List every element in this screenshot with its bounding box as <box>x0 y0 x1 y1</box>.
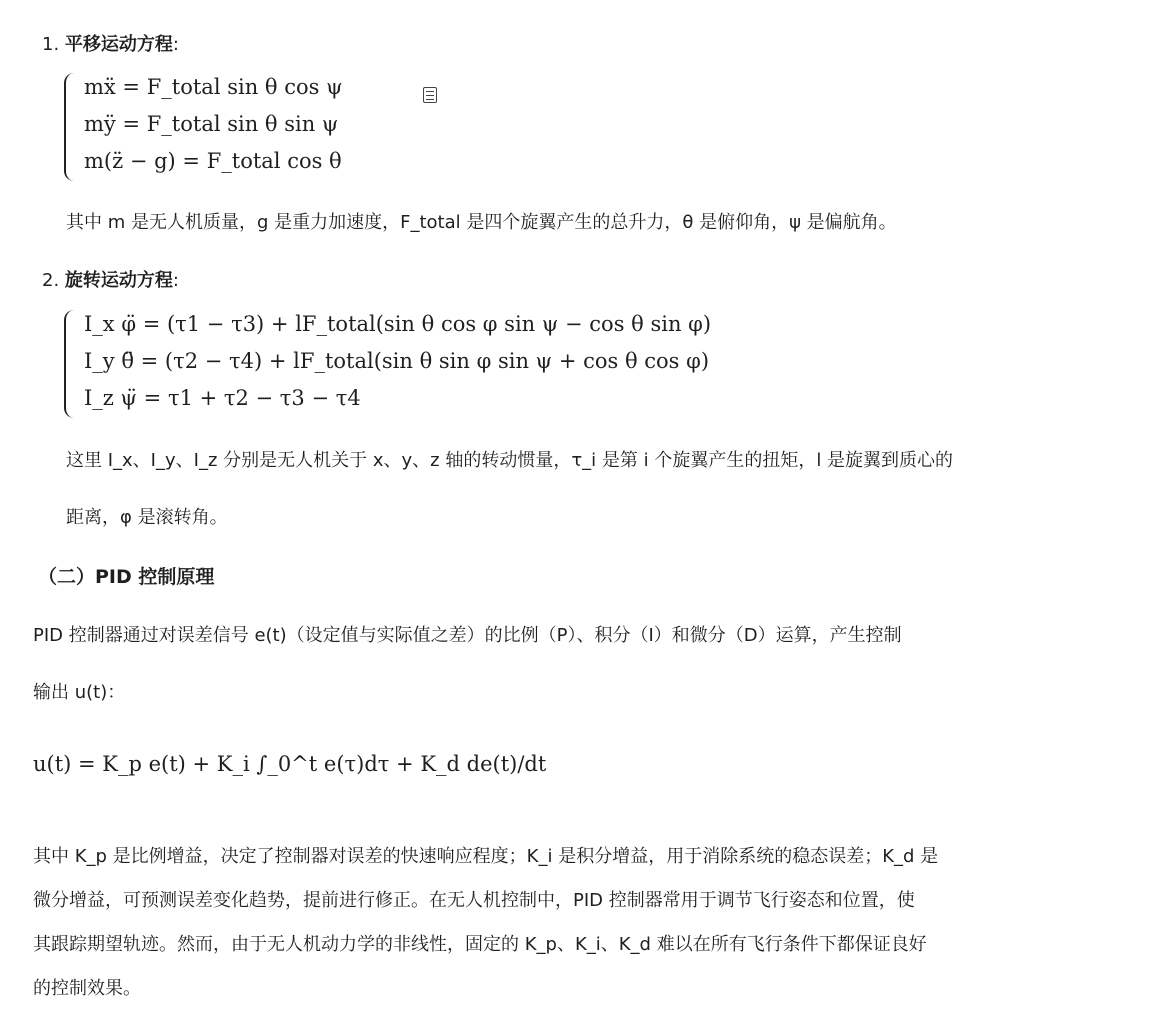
pid-intro-line: PID 控制器通过对误差信号 e(t)（设定值与实际值之差）的比例（P）、积分（I）和微分（D）运算，产生控制 <box>33 625 902 646</box>
equation-row: I_x φ̈ = (τ1 − τ3) + lF_total(sin θ cos φ sin ψ − cos θ sin φ) <box>84 312 712 336</box>
section2-description-line: 距离，φ 是滚转角。 <box>66 507 228 528</box>
section1-heading: 平移运动方程 <box>64 34 173 55</box>
section2-index: 2. <box>42 270 60 291</box>
pid-explain-line: 其跟踪期望轨迹。然而，由于无人机动力学的非线性，固定的 K_p、K_i、K_d 难以在所有飞行条件下都保证良好 <box>33 934 927 955</box>
pid-equation: u(t) = K_p e(t) + K_i ∫_0^t e(τ)dτ + K_d de(t)/dt <box>33 752 547 776</box>
left-brace <box>64 73 80 181</box>
section1-index: 1. <box>42 34 60 55</box>
pid-heading: （二）PID 控制原理 <box>38 566 215 588</box>
section2-title <box>42 266 179 292</box>
equation-row: I_y θ̈ = (τ2 − τ4) + lF_total(sin θ sin φ sin ψ + cos θ cos φ) <box>84 349 710 373</box>
pid-explain-line: 的控制效果。 <box>33 978 141 999</box>
pid-intro-line: 输出 u(t)： <box>33 682 126 703</box>
section2-heading: 旋转运动方程 <box>64 270 173 291</box>
section1-description: 其中 m 是无人机质量，g 是重力加速度，F_total 是四个旋翼产生的总升力，θ 是俯仰角，ψ 是偏航角。 <box>66 212 897 233</box>
equation-row: m(z̈ − g) = F_total cos θ <box>84 149 342 173</box>
left-brace <box>64 310 80 418</box>
copy-icon[interactable] <box>423 87 437 103</box>
section1-title <box>42 30 179 56</box>
section2-description-line: 这里 I_x、I_y、I_z 分别是无人机关于 x、y、z 轴的转动惯量，τ_i 是第 i 个旋翼产生的扭矩，l 是旋翼到质心的 <box>66 450 954 471</box>
pid-explain-line: 微分增益，可预测误差变化趋势，提前进行修正。在无人机控制中，PID 控制器常用于调节飞行姿态和位置，使 <box>33 890 915 911</box>
section2-colon: : <box>172 270 179 291</box>
section1-colon: : <box>172 34 179 55</box>
equation-row: mẍ = F_total sin θ cos ψ <box>84 75 343 99</box>
equation-row: mÿ = F_total sin θ sin ψ <box>84 112 339 136</box>
pid-explain-line: 其中 K_p 是比例增益，决定了控制器对误差的快速响应程度；K_i 是积分增益，用于消除系统的稳态误差；K_d 是 <box>33 846 939 867</box>
equation-row: I_z ψ̈ = τ1 + τ2 − τ3 − τ4 <box>84 386 361 410</box>
